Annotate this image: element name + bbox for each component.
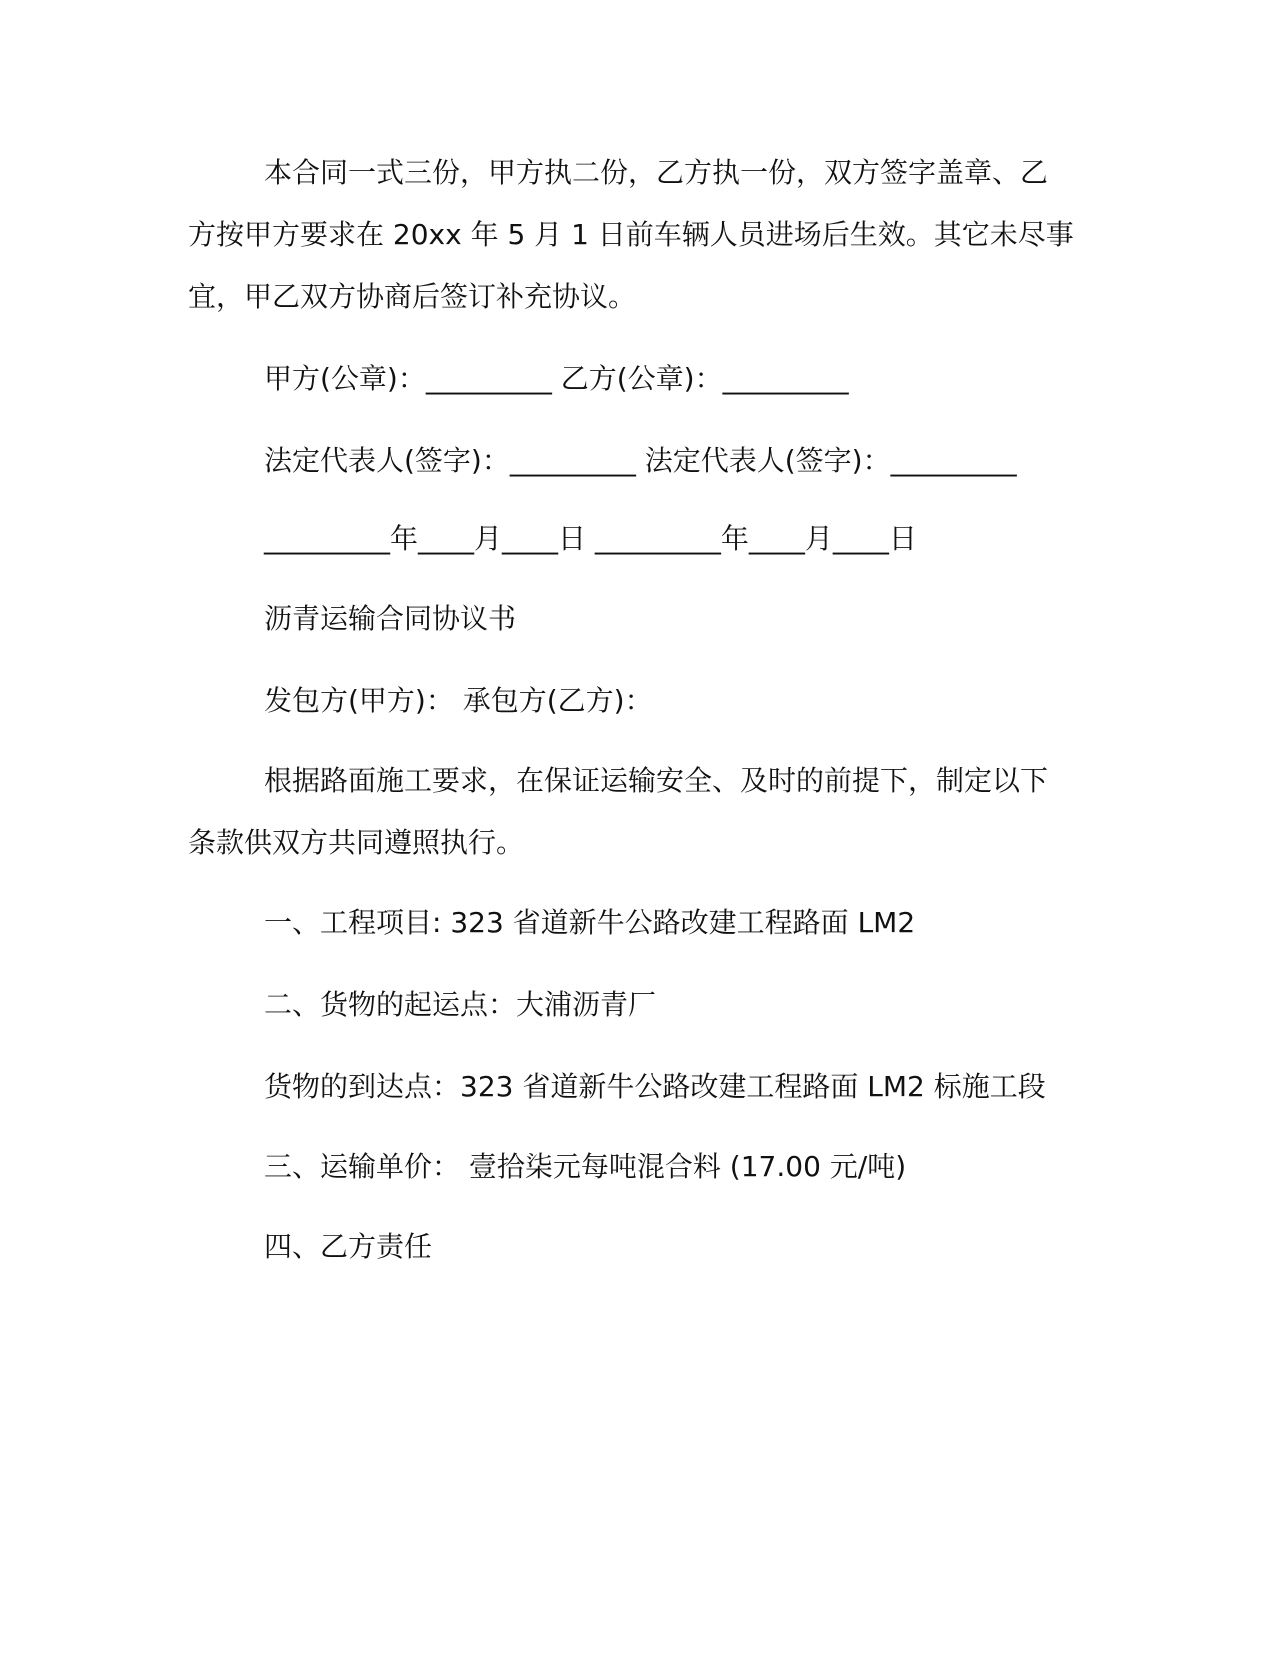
basis-paragraph-line-1: 根据路面施工要求，在保证运输安全、及时的前提下，制定以下 — [264, 764, 1049, 797]
intro-paragraph-line-1: 本合同一式三份，甲方执二份，乙方执一份，双方签字盖章、乙 — [264, 156, 1049, 189]
parties-line: 发包方(甲方)： 承包方(乙方)： — [264, 684, 653, 717]
item-2-origin: 二、货物的起运点：大浦沥青厂 — [264, 988, 657, 1021]
item-3-unit-price: 三、运输单价： 壹拾柒元每吨混合料 (17.00 元/吨) — [264, 1150, 907, 1183]
intro-paragraph-line-2: 方按甲方要求在 20xx 年 5 月 1 日前车辆人员进场后生效。其它未尽事 — [188, 218, 1074, 251]
item-4-party-b-responsibility: 四、乙方责任 — [264, 1230, 433, 1263]
item-2-destination: 货物的到达点：323 省道新牛公路改建工程路面 LM2 标施工段 — [264, 1070, 1046, 1103]
intro-paragraph-line-3: 宜，甲乙双方协商后签订补充协议。 — [188, 280, 637, 313]
legal-rep-signature-line: 法定代表人(签字)：_________ 法定代表人(签字)：_________ — [264, 444, 1017, 477]
basis-paragraph-line-2: 条款供双方共同遵照执行。 — [188, 826, 525, 859]
contract-title: 沥青运输合同协议书 — [264, 602, 517, 635]
seal-signature-line: 甲方(公章)：_________ 乙方(公章)：_________ — [264, 362, 849, 395]
date-line: _________年____月____日 _________年____月____日 — [264, 522, 917, 555]
item-1-project: 一、工程项目: 323 省道新牛公路改建工程路面 LM2 — [264, 906, 916, 939]
